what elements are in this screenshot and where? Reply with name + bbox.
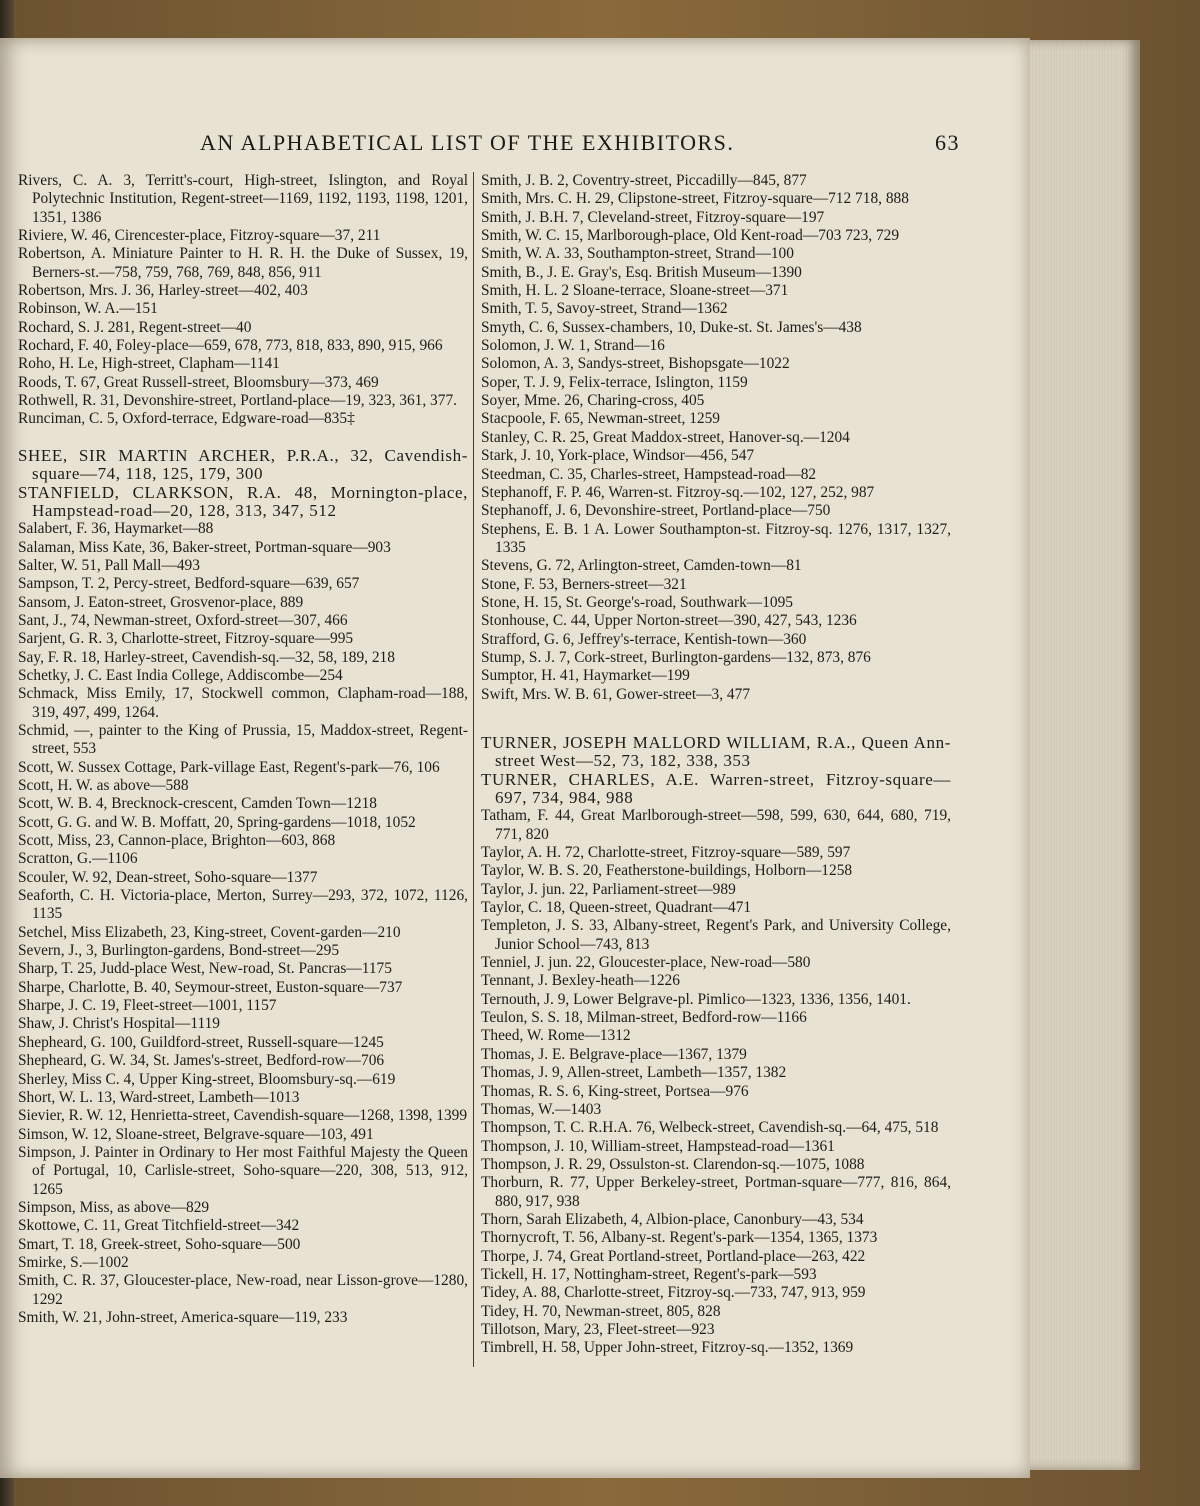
exhibitor-entry: Scott, W. Sussex Cottage, Park-village East, Regent's-park—76, 106 xyxy=(18,758,440,776)
exhibitor-entry: Robertson, A. Miniature Painter to H. R. H. the Duke of Sussex, 19, Berners-st.—758, 759, 768, 769, 848, 856, 911 xyxy=(18,245,468,281)
exhibitor-entry: Soyer, Mme. 26, Charing-cross, 405 xyxy=(481,392,705,410)
page-edges xyxy=(1018,40,1140,1470)
exhibitor-entry: Scott, H. W. as above—588 xyxy=(18,777,189,794)
exhibitor-entry: Stevens, G. 72, Arlington-street, Camden-town—81 xyxy=(481,557,802,575)
exhibitor-entry: Ternouth, J. 9, Lower Belgrave-pl. Pimlico—1323, 1336, 1356, 1401. xyxy=(481,990,911,1008)
exhibitor-entry: Sant, J., 74, Newman-street, Oxford-street—307, 466 xyxy=(18,611,348,629)
exhibitor-entry: Stone, F. 53, Berners-street—321 xyxy=(481,575,687,593)
exhibitor-entry: Roho, H. Le, High-street, Clapham—1141 xyxy=(18,355,280,373)
exhibitor-entry: Runciman, C. 5, Oxford-terrace, Edgware-road—835‡ xyxy=(18,410,355,428)
exhibitor-entry: Sampson, T. 2, Percy-street, Bedford-square—639, 657 xyxy=(18,575,360,593)
exhibitor-entry: Sharpe, J. C. 19, Fleet-street—1001, 1157 xyxy=(18,997,277,1015)
exhibitor-entry: Smith, T. 5, Savoy-street, Strand—1362 xyxy=(481,300,728,318)
exhibitor-entry: Smith, W. 21, John-street, America-square—119, 233 xyxy=(18,1308,348,1326)
entry-list xyxy=(481,807,951,1357)
exhibitor-entry: Stephanoff, J. 6, Devonshire-street, Portland-place—750 xyxy=(481,502,831,520)
exhibitor-entry: Sievier, R. W. 12, Henrietta-street, Cavendish-square—1268, 1398, 1399 xyxy=(18,1107,468,1125)
exhibitor-entry: Salaman, Miss Kate, 36, Baker-street, Portman-square—903 xyxy=(18,538,391,556)
exhibitor-entry: Rivers, C. A. 3, Territt's-court, High-street, Islington, and Royal Polytechnic Institution, Regent-street—1169, 1192, 1193, 1198, 1201, 1351, 1386 xyxy=(18,172,468,226)
exhibitor-entry: Teulon, S. S. 18, Milman-street, Bedford-row—1166 xyxy=(481,1009,807,1027)
exhibitor-entry: Thomas, J. 9, Allen-street, Lambeth—1357, 1382 xyxy=(481,1064,787,1082)
exhibitor-entry: Shepheard, G. 100, Guildford-street, Russell-square—1245 xyxy=(18,1033,384,1051)
exhibitor-entry: Robertson, Mrs. J. 36, Harley-street—402, 403 xyxy=(18,282,308,300)
entry-list xyxy=(18,520,468,1327)
exhibitor-entry: Smith, B., J. E. Gray's, Esq. British Museum—1390 xyxy=(481,263,802,281)
exhibitor-entry: Say, F. R. 18, Harley-street, Cavendish-sq.—32, 58, 189, 218 xyxy=(18,648,395,666)
exhibitor-entry: Seaforth, C. H. Victoria-place, Merton, Surrey—293, 372, 1072, 1126, 1135 xyxy=(18,887,468,923)
left-column xyxy=(18,172,468,1327)
exhibitor-entry: Shepheard, G. W. 34, St. James's-street, Bedford-row—706 xyxy=(18,1052,385,1070)
exhibitor-entry: Smith, C. R. 37, Gloucester-place, New-road, near Lisson-grove—1280, 1292 xyxy=(18,1272,468,1308)
column-divider xyxy=(473,172,474,1367)
page-title: AN ALPHABETICAL LIST OF THE EXHIBITORS. xyxy=(200,130,735,155)
exhibitor-entry: Robinson, W. A.—151 xyxy=(18,300,158,318)
exhibitor-entry: Soper, T. J. 9, Felix-terrace, Islington, 1159 xyxy=(481,373,748,391)
exhibitor-entry: Schmack, Miss Emily, 17, Stockwell common, Clapham-road—188, 319, 497, 499, 1264. xyxy=(18,685,468,721)
exhibitor-entry: Stark, J. 10, York-place, Windsor—456, 547 xyxy=(481,447,755,465)
exhibitor-entry: Smith, W. A. 33, Southampton-street, Strand—100 xyxy=(481,245,794,263)
exhibitor-entry: Tickell, H. 17, Nottingham-street, Regent's-park—593 xyxy=(481,1265,817,1283)
exhibitor-entry: Thornycroft, T. 56, Albany-st. Regent's-park—1354, 1365, 1373 xyxy=(481,1229,878,1247)
entry-list xyxy=(481,734,951,807)
running-header xyxy=(160,130,960,156)
exhibitor-entry: Sherley, Miss C. 4, Upper King-street, Bloomsbury-sq.—619 xyxy=(18,1070,396,1088)
exhibitor-entry: Solomon, A. 3, Sandys-street, Bishopsgate—1022 xyxy=(481,355,790,373)
exhibitor-entry: Salabert, F. 36, Haymarket—88 xyxy=(18,520,214,538)
exhibitor-entry: Swift, Mrs. W. B. 61, Gower-street—3, 477 xyxy=(481,685,751,703)
exhibitor-entry: Stonhouse, C. 44, Upper Norton-street—390, 427, 543, 1236 xyxy=(481,612,857,630)
exhibitor-entry: Smith, H. L. 2 Sloane-terrace, Sloane-street—371 xyxy=(481,282,789,300)
exhibitor-entry: Sumptor, H. 41, Haymarket—199 xyxy=(481,667,690,685)
exhibitor-entry: Stacpoole, F. 65, Newman-street, 1259 xyxy=(481,410,720,428)
exhibitor-entry: Strafford, G. 6, Jeffrey's-terrace, Kentish-town—360 xyxy=(481,630,807,648)
exhibitor-entry: Thorn, Sarah Elizabeth, 4, Albion-place, Canonbury—43, 534 xyxy=(481,1210,864,1228)
exhibitor-entry: Thompson, T. C. R.H.A. 76, Welbeck-street, Cavendish-sq.—64, 475, 518 xyxy=(481,1119,939,1137)
exhibitor-entry: Schetky, J. C. East India College, Addiscombe—254 xyxy=(18,666,343,684)
exhibitor-entry: Scratton, G.—1106 xyxy=(18,850,138,868)
exhibitor-entry: Sharpe, Charlotte, B. 40, Seymour-street, Euston-square—737 xyxy=(18,978,403,996)
exhibitor-entry: Scott, Miss, 23, Cannon-place, Brighton—603, 868 xyxy=(18,832,336,850)
section-gap xyxy=(481,704,951,734)
right-column xyxy=(481,172,951,1358)
exhibitor-entry: STANFIELD, CLARKSON, R.A. 48, Mornington-place, Hampstead-road—20, 128, 313, 347, 512 xyxy=(18,482,468,520)
section-gap xyxy=(18,429,468,447)
exhibitor-entry: Smart, T. 18, Greek-street, Soho-square—500 xyxy=(18,1235,301,1253)
exhibitor-entry: Steedman, C. 35, Charles-street, Hampstead-road—82 xyxy=(481,465,817,483)
exhibitor-entry: Smyth, C. 6, Sussex-chambers, 10, Duke-st. St. James's—438 xyxy=(481,318,862,336)
exhibitor-entry: Thomas, W.—1403 xyxy=(481,1100,602,1118)
exhibitor-entry: Tennant, J. Bexley-heath—1226 xyxy=(481,972,680,990)
exhibitor-entry: Stephanoff, F. P. 46, Warren-st. Fitzroy-sq.—102, 127, 252, 987 xyxy=(481,483,875,501)
exhibitor-entry: Rochard, F. 40, Foley-place—659, 678, 773, 818, 833, 890, 915, 966 xyxy=(18,337,443,355)
exhibitor-entry: Shaw, J. Christ's Hospital—1119 xyxy=(18,1015,221,1033)
exhibitor-entry: Stephens, E. B. 1 A. Lower Southampton-st. Fitzroy-sq. 1276, 1317, 1327, 1335 xyxy=(481,520,951,556)
exhibitor-entry: Tidey, A. 88, Charlotte-street, Fitzroy-sq.—733, 747, 913, 959 xyxy=(481,1284,866,1302)
exhibitor-entry: Smirke, S.—1002 xyxy=(18,1253,129,1271)
exhibitor-entry: Taylor, C. 18, Queen-street, Quadrant—471 xyxy=(481,899,752,917)
exhibitor-entry: Roods, T. 67, Great Russell-street, Bloomsbury—373, 469 xyxy=(18,373,379,391)
exhibitor-entry: Thorburn, R. 77, Upper Berkeley-street, Portman-square—777, 816, 864, 880, 917, 938 xyxy=(481,1174,951,1210)
exhibitor-entry: Thomas, J. E. Belgrave-place—1367, 1379 xyxy=(481,1045,747,1063)
exhibitor-entry: Sarjent, G. R. 3, Charlotte-street, Fitzroy-square—995 xyxy=(18,630,354,648)
exhibitor-entry: Smith, J. B. 2, Coventry-street, Piccadilly—845, 877 xyxy=(481,172,807,189)
exhibitor-entry: Templeton, J. S. 33, Albany-street, Regent's Park, and University College, Junior School—743, 813 xyxy=(481,917,951,953)
exhibitor-entry: Taylor, J. jun. 22, Parliament-street—989 xyxy=(481,880,736,898)
exhibitor-entry: SHEE, SIR MARTIN ARCHER, P.R.A., 32, Cavendish-square—74, 118, 125, 179, 300 xyxy=(18,445,468,484)
exhibitor-entry: Smith, J. B.H. 7, Cleveland-street, Fitzroy-square—197 xyxy=(481,208,825,226)
exhibitor-entry: Simpson, Miss, as above—829 xyxy=(18,1198,210,1216)
exhibitor-entry: Riviere, W. 46, Cirencester-place, Fitzroy-square—37, 211 xyxy=(18,227,381,245)
exhibitor-entry: Tidey, H. 70, Newman-street, 805, 828 xyxy=(481,1302,721,1320)
exhibitor-entry: Thorpe, J. 74, Great Portland-street, Portland-place—263, 422 xyxy=(481,1247,866,1265)
exhibitor-entry: Thompson, J. R. 29, Ossulston-st. Clarendon-sq.—1075, 1088 xyxy=(481,1155,865,1173)
exhibitor-entry: Sansom, J. Eaton-street, Grosvenor-place, 889 xyxy=(18,593,304,611)
entry-list xyxy=(18,172,468,429)
exhibitor-entry: Sharp, T. 25, Judd-place West, New-road, St. Pancras—1175 xyxy=(18,960,392,978)
exhibitor-entry: Schmid, —, painter to the King of Prussia, 15, Maddox-street, Regent-street, 553 xyxy=(18,721,468,758)
exhibitor-entry: Theed, W. Rome—1312 xyxy=(481,1027,631,1045)
exhibitor-entry: Smith, W. C. 15, Marlborough-place, Old Kent-road—703 723, 729 xyxy=(481,227,900,245)
exhibitor-entry: Thompson, J. 10, William-street, Hampstead-road—1361 xyxy=(481,1137,835,1155)
exhibitor-entry: Stanley, C. R. 25, Great Maddox-street, Hanover-sq.—1204 xyxy=(481,428,850,446)
exhibitor-entry: Stump, S. J. 7, Cork-street, Burlington-gardens—132, 873, 876 xyxy=(481,648,871,666)
entry-list xyxy=(481,172,951,704)
exhibitor-entry: Taylor, W. B. S. 20, Featherstone-buildings, Holborn—1258 xyxy=(481,862,853,880)
exhibitor-entry: Stone, H. 15, St. George's-road, Southwark—1095 xyxy=(481,593,793,611)
exhibitor-entry: Setchel, Miss Elizabeth, 23, King-street, Covent-garden—210 xyxy=(18,923,401,941)
exhibitor-entry: Smith, Mrs. C. H. 29, Clipstone-street, Fitzroy-square—712 718, 888 xyxy=(481,190,909,208)
entry-list xyxy=(18,447,468,520)
exhibitor-entry: Thomas, R. S. 6, King-street, Portsea—976 xyxy=(481,1082,749,1100)
exhibitor-entry: Timbrell, H. 58, Upper John-street, Fitzroy-sq.—1352, 1369 xyxy=(481,1339,854,1357)
exhibitor-entry: Short, W. L. 13, Ward-street, Lambeth—1013 xyxy=(18,1088,300,1106)
exhibitor-entry: Severn, J., 3, Burlington-gardens, Bond-street—295 xyxy=(18,942,340,960)
exhibitor-entry: Simpson, J. Painter in Ordinary to Her most Faithful Majesty the Queen of Portugal, 10, Carlisle-street, Soho-square—220, 308, 513, 912, 1265 xyxy=(18,1143,468,1198)
exhibitor-entry: Scott, W. B. 4, Brecknock-crescent, Camden Town—1218 xyxy=(18,795,377,813)
exhibitor-entry: TURNER, JOSEPH MALLORD WILLIAM, R.A., Queen Ann-street West—52, 73, 182, 338, 353 xyxy=(481,732,951,771)
exhibitor-entry: Simson, W. 12, Sloane-street, Belgrave-square—103, 491 xyxy=(18,1125,374,1143)
page-number: 63 xyxy=(935,130,960,155)
exhibitor-entry: Scouler, W. 92, Dean-street, Soho-square—1377 xyxy=(18,868,318,886)
exhibitor-entry: Tatham, F. 44, Great Marlborough-street—598, 599, 630, 644, 680, 719, 771, 820 xyxy=(481,807,951,843)
exhibitor-entry: TURNER, CHARLES, A.E. Warren-street, Fitzroy-square—697, 734, 984, 988 xyxy=(481,769,951,807)
exhibitor-entry: Solomon, J. W. 1, Strand—16 xyxy=(481,337,665,355)
exhibitor-entry: Rothwell, R. 31, Devonshire-street, Portland-place—19, 323, 361, 377. xyxy=(18,392,457,410)
exhibitor-entry: Scott, G. G. and W. B. Moffatt, 20, Spring-gardens—1018, 1052 xyxy=(18,813,416,831)
exhibitor-entry: Tillotson, Mary, 23, Fleet-street—923 xyxy=(481,1320,715,1338)
exhibitor-entry: Taylor, A. H. 72, Charlotte-street, Fitzroy-square—589, 597 xyxy=(481,844,851,862)
exhibitor-entry: Rochard, S. J. 281, Regent-street—40 xyxy=(18,318,252,336)
exhibitor-entry: Tenniel, J. jun. 22, Gloucester-place, New-road—580 xyxy=(481,954,811,972)
exhibitor-entry: Skottowe, C. 11, Great Titchfield-street—342 xyxy=(18,1217,300,1235)
exhibitor-entry: Salter, W. 51, Pall Mall—493 xyxy=(18,556,200,574)
